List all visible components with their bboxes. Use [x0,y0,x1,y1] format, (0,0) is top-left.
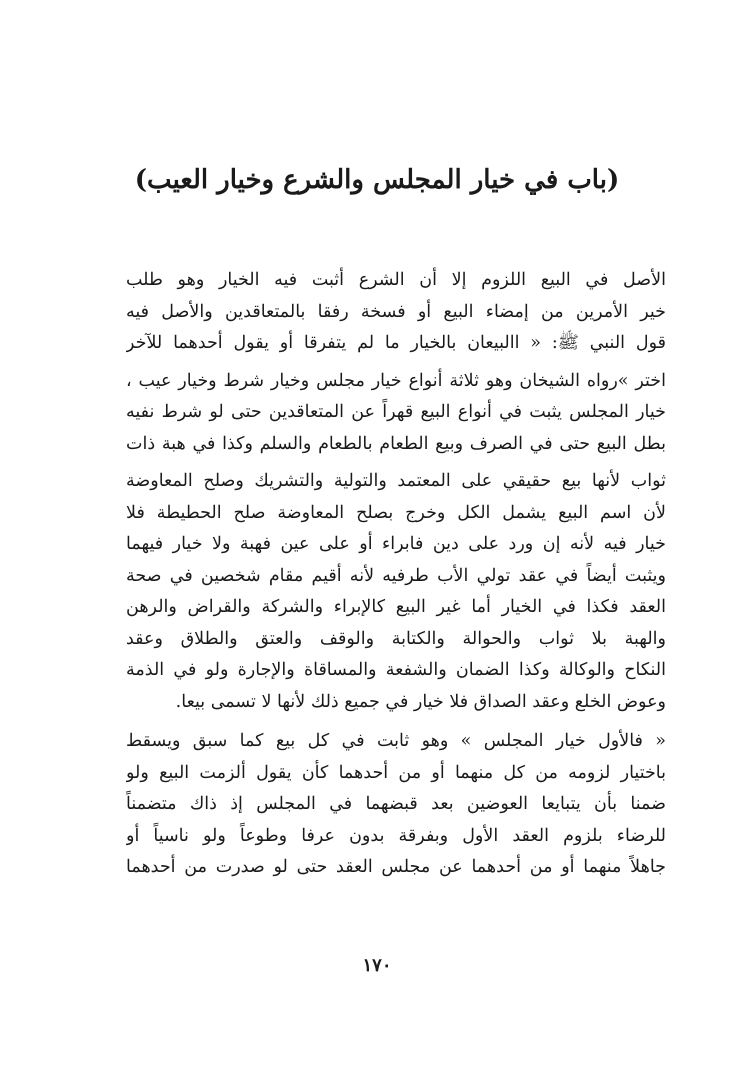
text-line: ثواب لأنها بيع حقيقي على المعتمد والتولية والتشريك وصلح المعاوضة [126,471,666,491]
text-line: خيار المجلس يثبت في أنواع البيع قهراً عن المتعاقدين حتى لو شرط نفيه [126,402,666,422]
text-line: قول النبي ﷺ: « االبيعان بالخيار ما لم يتفرقا أو يقول أحدهما للآخر [126,333,666,353]
text-line: اختر »رواه الشيخان وهو ثلاثة أنواع خيار مجلس وخيار شرط وخيار عيب ، [126,370,666,391]
text-line: خيار فيه لأنه إن ورد على دين فابراء أو على عين فهبة ولا خيار فيهما [126,534,666,554]
text-line: العقد فكذا في الخيار أما غير البيع كالإبراء والشركة والقراض والرهن [126,597,666,617]
text-line: ضمنا بأن يتبايعا العوضين بعد قبضهما في المجلس إذ ذاك متضمناً [126,794,666,814]
text-line: وعوض الخلع وعقد الصداق فلا خيار في جميع ذلك لأنها لا تسمى بيعا. [175,691,666,712]
text-line: جاهلاً منهما أو من أحدهما عن مجلس العقد حتى لو صدرت من أحدهما [126,857,666,877]
page-number: ١٧٠ [362,955,392,976]
text-line: والهبة بلا ثواب والحوالة والكتابة والوقف والعتق والطلاق وعقد [126,628,666,649]
text-line: « فالأول خيار المجلس » وهو ثابت في كل بيع كما سبق ويسقط [126,731,666,751]
text-line: لأن اسم البيع يشمل الكل وخرج بصلح المعاوضة صلح الحطيطة فلا [126,502,666,523]
chapter-heading: (باب في خيار المجلس والشرع وخيار العيب) [134,165,620,195]
text-line: للرضاء بلزوم العقد الأول وبفرقة بدون عرفا وطوعاً ولو ناسياً أو [126,825,666,846]
body-text [126,265,666,884]
text-line: باختيار لزومه من كل منهما أو من أحدهما كأن يقول ألزمت البيع ولو [126,762,666,783]
text-line: بطل البيع حتى في الصرف وبيع الطعام بالطعام والسلم وكذا في هبة ذات [126,433,666,454]
text-line: ويثبت أيضاً في عقد تولي الأب طرفيه لأنه أقيم مقام شخصين في صحة [126,565,666,586]
text-line: النكاح والوكالة وكذا الضمان والشفعة والمساقاة والإجارة ولو في الذمة [126,660,666,680]
text-line: خير الأمرين من إمضاء البيع أو فسخة رفقا بالمتعاقدين والأصل فيه [126,301,666,322]
text-line: الأصل في البيع اللزوم إلا أن الشرع أثبت فيه الخيار وهو طلب [126,270,666,290]
